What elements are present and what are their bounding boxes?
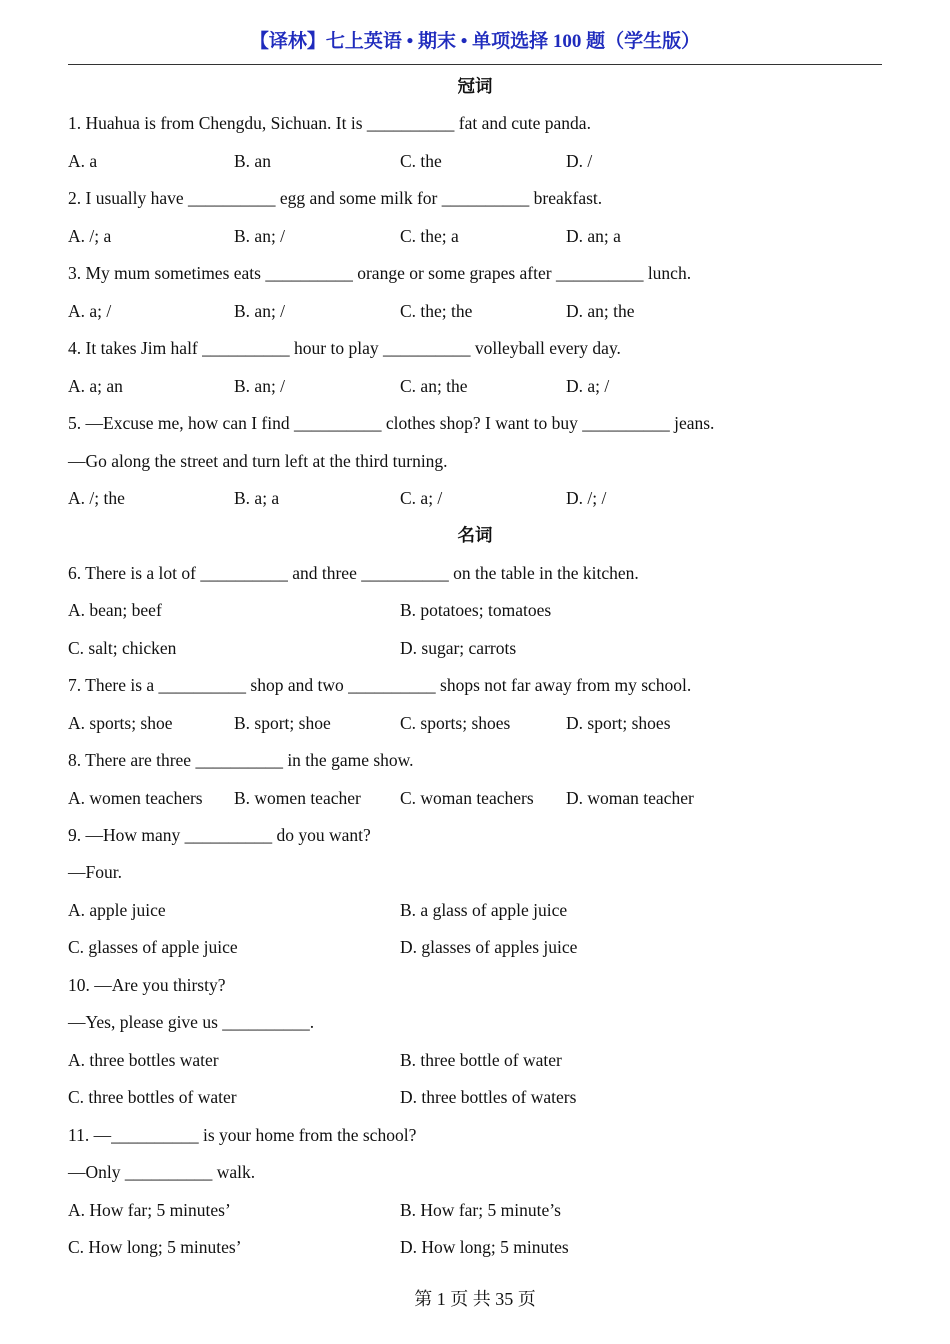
section-title: 冠词 xyxy=(457,76,493,96)
option-c: C. woman teachers xyxy=(400,787,534,808)
option-c: C. the; a xyxy=(400,225,459,246)
option-b: B. potatoes; tomatoes xyxy=(400,600,552,621)
option-d: D. three bottles of waters xyxy=(400,1087,577,1108)
option-d: D. sport; shoes xyxy=(566,712,671,733)
option-a: A. /; a xyxy=(68,225,112,246)
dialogue-line: —Only __________ walk. xyxy=(68,1162,256,1183)
option-b: B. a; a xyxy=(234,487,280,508)
question-stem: 8. There are three __________ in the game show. xyxy=(68,750,414,771)
option-a: A. women teachers xyxy=(68,787,203,808)
option-c: C. an; the xyxy=(400,375,468,396)
page-footer: 第 1 页 共 35 页 xyxy=(414,1289,536,1309)
option-d: D. an; the xyxy=(566,300,635,321)
option-a: A. How far; 5 minutes’ xyxy=(68,1199,231,1220)
option-c: C. salt; chicken xyxy=(68,637,177,658)
option-a: A. a xyxy=(68,150,98,171)
question-stem: 2. I usually have __________ egg and some milk for __________ breakfast. xyxy=(68,188,603,209)
header-divider xyxy=(68,64,882,65)
option-a: A. bean; beef xyxy=(68,600,162,621)
section-title: 名词 xyxy=(457,525,493,546)
option-a: A. three bottles water xyxy=(68,1049,219,1070)
option-c: C. glasses of apple juice xyxy=(68,937,238,958)
option-d: D. How long; 5 minutes xyxy=(400,1236,569,1257)
question-stem: 5. —Excuse me, how can I find __________ clothes shop? I want to buy __________ jeans. xyxy=(68,413,715,434)
option-c: C. three bottles of water xyxy=(68,1087,237,1108)
option-c: C. a; / xyxy=(400,487,443,508)
option-d: D. a; / xyxy=(566,375,610,396)
option-b: B. women teacher xyxy=(234,787,361,808)
option-d: D. an; a xyxy=(566,225,621,246)
option-c: C. sports; shoes xyxy=(400,712,511,733)
question-stem: 1. Huahua is from Chengdu, Sichuan. It is __________ fat and cute panda. xyxy=(68,113,591,134)
option-b: B. a glass of apple juice xyxy=(400,899,568,920)
option-a: A. a; an xyxy=(68,375,123,396)
option-b: B. an xyxy=(234,150,271,171)
option-b: B. three bottle of water xyxy=(400,1049,562,1070)
option-c: C. How long; 5 minutes’ xyxy=(68,1236,242,1257)
page-header: 【译林】七上英语 • 期末 • 单项选择 100 题（学生版） xyxy=(249,31,701,52)
option-b: B. an; / xyxy=(234,225,286,246)
question-stem: 4. It takes Jim half __________ hour to play __________ volleyball every day. xyxy=(68,338,621,359)
option-d: D. /; / xyxy=(566,487,607,508)
question-stem: 10. —Are you thirsty? xyxy=(68,974,226,995)
option-c: C. the; the xyxy=(400,300,473,321)
option-d: D. woman teacher xyxy=(566,787,694,808)
question-stem: 6. There is a lot of __________ and three __________ on the table in the kitchen. xyxy=(68,562,639,583)
option-b: B. an; / xyxy=(234,300,286,321)
option-d: D. sugar; carrots xyxy=(400,637,517,658)
question-stem: 11. —__________ is your home from the school? xyxy=(68,1124,417,1145)
option-b: B. How far; 5 minute’s xyxy=(400,1199,561,1220)
question-stem: 9. —How many __________ do you want? xyxy=(68,825,371,845)
question-stem: 7. There is a __________ shop and two __________ shops not far away from my school. xyxy=(68,675,692,696)
option-b: B. an; / xyxy=(234,375,286,396)
option-c: C. the xyxy=(400,150,442,171)
dialogue-line: —Yes, please give us __________. xyxy=(68,1012,315,1033)
dialogue-line: —Go along the street and turn left at the third turning. xyxy=(68,450,448,471)
option-a: A. apple juice xyxy=(68,899,166,920)
option-d: D. / xyxy=(566,150,593,171)
option-b: B. sport; shoe xyxy=(234,712,331,733)
option-d: D. glasses of apples juice xyxy=(400,937,578,958)
dialogue-line: —Four. xyxy=(68,862,122,883)
option-a: A. /; the xyxy=(68,487,125,508)
option-a: A. a; / xyxy=(68,300,112,321)
question-stem: 3. My mum sometimes eats __________ orange or some grapes after __________ lunch. xyxy=(68,263,692,284)
option-a: A. sports; shoe xyxy=(68,712,173,733)
